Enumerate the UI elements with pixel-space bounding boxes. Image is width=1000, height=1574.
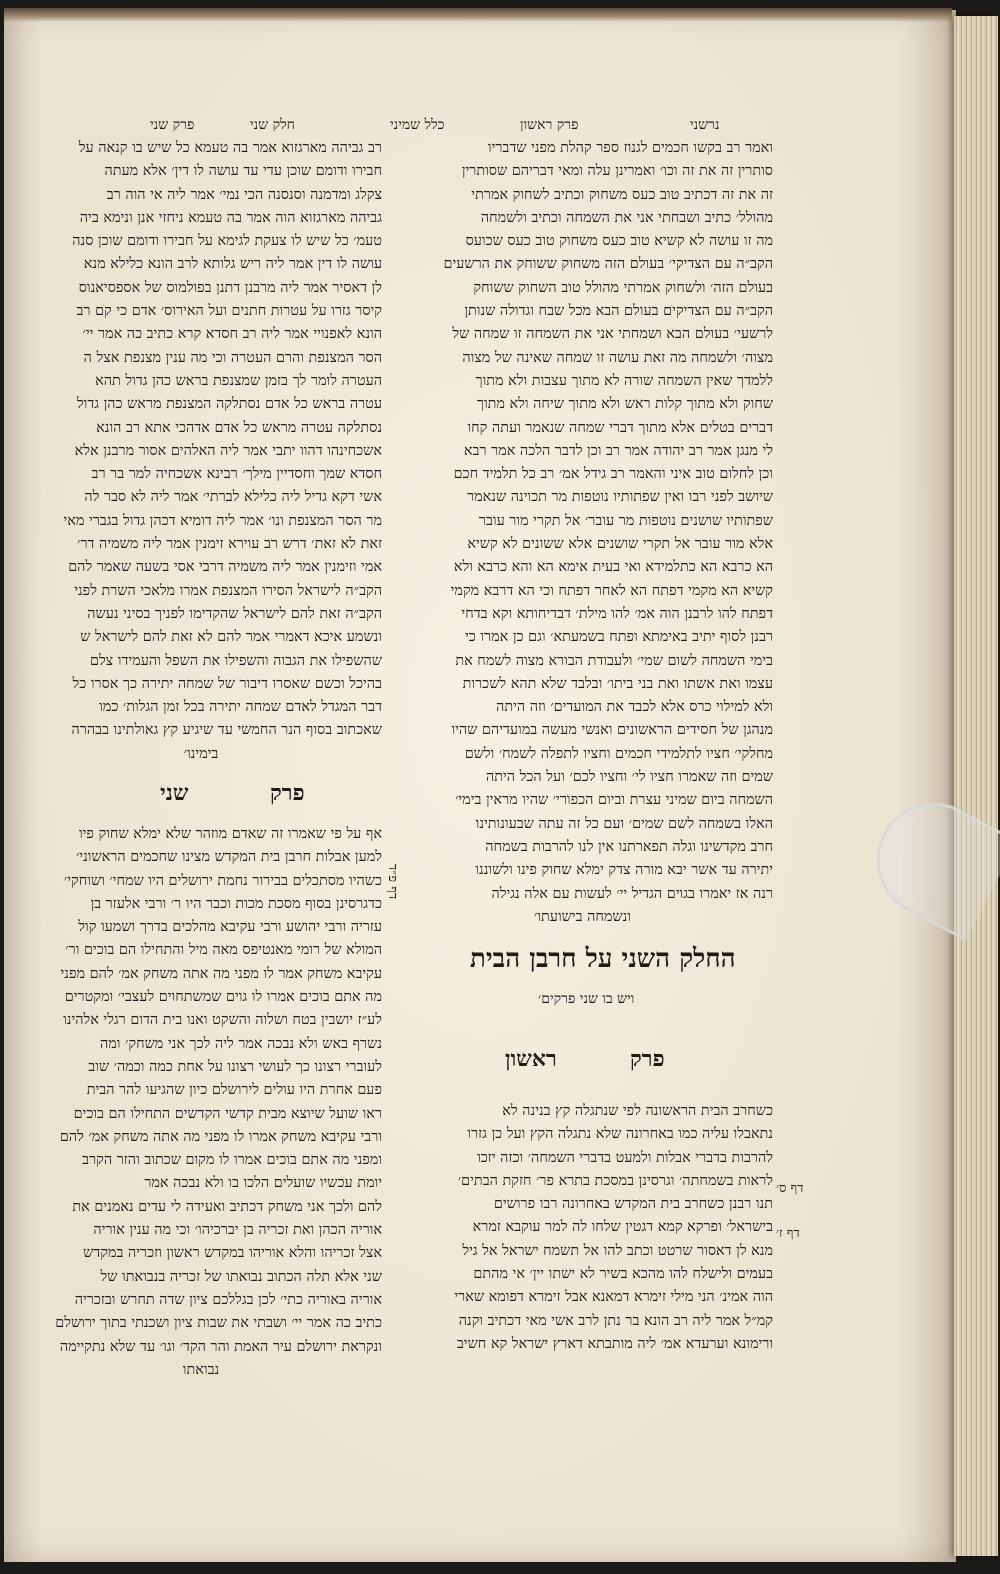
text-line: הקב״ה זאת להם לישראל שהקדימו לפניך בסיני נעשה (87, 605, 382, 622)
text-line: אוריה באוריה כתי׳ לכן בגללכם ציון שדה תחרש ובזכריה (74, 1291, 382, 1308)
text-line: קמ״ל אמר ליה רב הונא בר נתן לרב אשי מאי דכתיב וקנה (458, 1312, 773, 1329)
text-line: ורבי עקיבא משחק אמרו לו מפני מה אתה משחק אמ׳ להם (59, 1128, 382, 1145)
margin-note-left: דף פ״ד (385, 864, 400, 900)
text-line: רב גביהה מארגזוא אמר בה טעמא כל שיש בו קנאה על (78, 140, 382, 156)
text-line: הא כרבא הא כתלמידא ואי בעית אימא הא והא כרבא ולא (453, 559, 773, 576)
text-line: עצמו ואת אשתו ואת בני ביתו׳ ובלבד שלא תהא לשכרות (462, 675, 773, 692)
text-line: גביהה מארגזוא הוה אמר בה טעמא ניחזי אנן ונימא ביה (79, 209, 382, 226)
text-line: דפתח להו לרבנן הוה אמ׳ להו מילת׳ דבדיחותא וקא בדחי (461, 605, 773, 622)
section-subtitle: ויש בו שני פרקים׳ (538, 991, 635, 1007)
text-line: בעולם הזה׳ ולשחוק אמרתי מהולל טוב השחוק ששוחק (473, 279, 773, 296)
text-line: מצוה׳ ולשמחה מה זאת עושה זו שמחה שאינה של מצוה (462, 349, 773, 366)
right-column-lower-text (392, 1100, 773, 1356)
text-line: בימינו׳ (183, 745, 219, 762)
text-line: נבואתו (182, 1361, 220, 1378)
text-line: הקב״ה עם הצדיקים בעולם הבא מכל שבח וגדולה שנותן (464, 303, 773, 320)
text-line: אשי דקא גדיל ליה כלילא לברתי׳ אמר ליה לא סבר לה (84, 489, 382, 506)
text-line: ונשמחה בישועתו׳ (534, 908, 631, 925)
text-line: ואמר רב בקשו חכמים לגנוז ספר קהלת מפני שדבריו (487, 140, 773, 156)
text-line: בהיכל וכשם שאסרו דיבור של שמחה יתירה כך אסרו כל (72, 675, 382, 692)
text-line: הקב״ה עם הצדיקי׳ בעולם הזה משחוק ששוחק את הרשעים (443, 256, 773, 273)
text-line: רבנן לסוף יתיב באימתא ופתח בשמעתא׳ וגם כן אמרו כי (464, 629, 773, 646)
text-line: ונשמע איכא דאמרי אמר להם לא זאת להם לישראל ש (80, 629, 382, 646)
text-line: שיושב לפני רבו ואין שפתותיו נוטפות מר תכוינה שנאמר (467, 489, 773, 506)
book-top-edge (4, 8, 952, 22)
section-title: החלק השני על חרבן הבית (470, 944, 736, 974)
text-line: השמחה ביום שמיני עצרת וביום הכפורי׳ שהיו מראין בימי׳ (455, 792, 773, 809)
header-right-col-top: נרשני (690, 117, 720, 133)
text-line: דבר המגדל לאדם שמחה יתירה בכל זמן הגלות׳ כמו (99, 699, 382, 716)
text-line: האלו בשמחה לשם שמים׳ ועם כל זה עתה שבעונותינו (475, 815, 773, 832)
text-line: ראו שועל שיוצא מבית קדשי הקדשים התחילו הם בוכים (73, 1105, 382, 1122)
right-chapter-heading-word2: ראשון (505, 1046, 557, 1072)
text-line: להם ולכך אני משחק דכתיב ואעידה לי עדים נאמנים את (72, 1198, 382, 1215)
text-line: חסדא שמך וחסדיין מילך׳ רבינא אשכחיה למר בר רב (91, 466, 382, 483)
text-line: עטרה בראש כל אדם נסתלקה המצנפת מראש כהן גדול (76, 396, 382, 413)
left-column-lower-text (20, 823, 382, 1382)
text-line: זה את זה דכתיב טוב כעס משחוק וכתיב לשחוק אמרתי (471, 186, 773, 203)
text-line: חבירו ודומם שוכן עדי עד עושה לו דין׳ אלא מעתה (104, 163, 382, 180)
text-line: קשיא הא מקמי דפתח הא לאחר דפתח וכי הא דרבא מקמי (450, 582, 773, 599)
text-line: כתיב כה אמר יי׳ ושבתי את שבות ציון ושכנתי בתוך ירושלם (55, 1315, 382, 1332)
text-line: פעם אחרת היו עולים לירושלם כיון שהגיעו להר הבית (86, 1082, 382, 1099)
text-line: חרב מקדשינו וגלה תפארתנו אין לנו להרבות בשמחה (485, 838, 773, 855)
text-line: צקלג ומדמנה וסנסנה הכי נמי׳ אמר ליה אי הוה רב (106, 186, 382, 203)
text-line: וכן לחלום טוב איני והאמר רב גידל אמ׳ רב כל תלמיד חכם (453, 466, 773, 483)
text-line: עושה לו דין אמר ליה ריש גלותא לרב הונא כלילא מנא (83, 256, 382, 273)
text-line: למען אבלות חרבן בית המקדש מצינו שחכמים הראשוני׳ (75, 849, 382, 866)
text-line: המולא של רומי מאנטיפס מאה מיל והתחילו הם בוכים ור׳ (65, 942, 382, 959)
text-line: בעמים ולישלח להו מהכא בשיר לא ישתו יין׳ אי מהתם (473, 1266, 773, 1283)
book-page-edges (954, 16, 998, 1556)
text-line: הקב״ה לישראל הסירו המצנפת אמרו מלאכי השרת לפני (74, 582, 382, 599)
text-line: ורימונא וערעדא אמ׳ ליה מותבתא דארץ ישראל קא חשיב (456, 1335, 773, 1352)
text-line: שהשפילו את הגבוה והשפילו את השפל והעמידו צלם (89, 652, 382, 669)
right-column-text (392, 137, 773, 929)
text-line: בישראל׳ ופרקא קמא דגטין שלחו לה למר עוקבא זמרא (472, 1219, 773, 1236)
text-line: יומת עכשיו שועלים הלכו בו ולא נבכה אמר (144, 1175, 382, 1192)
text-line: זאת לא זאת׳ דרש רב עוירא זימנין אמר ליה משמיה דר׳ (77, 536, 382, 553)
text-line: לרשעי׳ בעולם הבא ושמחתי אני את השמחה זו שמחה של (452, 326, 773, 343)
text-line: תנו רבנן כשחרב בית המקדש באחרונה רבו פרושים (493, 1196, 773, 1213)
text-line: הסר המצנפת והרם העטרה וכי מה ענין מצנפת אצל ה (83, 349, 382, 366)
text-line: אצל זכריהו והלא אוריהו במקדש ראשון וזכריה במקדש (83, 1245, 382, 1262)
text-line: רנה אז יאמרו בגוים הגדיל יי׳ לעשות עם אלה נגילה (491, 885, 773, 902)
text-line: הונא לאפנויי אמר ליה רב חסדא קרא כתיב כה אמר יי׳ (82, 326, 382, 343)
text-line: ולא למילוי כרס אלא לכבד את המועדים׳ וזה היתה (496, 699, 773, 716)
text-line: לן דאסיר אמר ליה מרבנן דתנן בפולמוס של אספסיאנוס (78, 279, 382, 296)
text-line: לראות בשמחתה׳ וגרסינן במסכת בתרא פר׳ חזקת הבתים׳ (457, 1172, 773, 1189)
text-line: לע״ז יושבין בטח ושלוה והשקט ואנו בית הדום רגלי אלהינו (63, 1012, 382, 1029)
header-left-col-center: חלק שני (250, 117, 295, 133)
text-line: שאכתוב בסוף הנר החמשי עד שיגיע קץ גאולתינו בבהרה (71, 722, 382, 739)
text-line: מהולל׳ כתיב ושבחתי אני את השמחה וכתיב ולשמחה (480, 209, 773, 226)
text-line: מנא לן דאסור שרטט וכתב להו אל תשמח ישראל אל גיל (462, 1242, 773, 1259)
text-line: אמי וזימנין אמר ליה משמיה דרבי אסי בשעה שאמר להם (68, 559, 382, 576)
margin-note-right-1: דף ס׳ (776, 1181, 804, 1196)
text-line: נשרף באש ולא נבכה אמר ליה לכך אני משחק׳ ומה (100, 1035, 382, 1052)
header-left-col-top: פרק שני (150, 117, 195, 133)
right-chapter-heading-word1: פרק (630, 1046, 665, 1072)
text-line: מר הסר המצנפת ונו׳ אמר ליה דומיא דכהן גדול בגברי מאי (63, 512, 382, 529)
text-line: ומפני מה אתם בוכים אמרו לו מקום שכתוב והזר הקרב (82, 1152, 382, 1169)
margin-note-right-2: דף ז׳ (776, 1226, 800, 1241)
left-chapter-heading-word2: שני (160, 780, 189, 806)
text-line: העטרה לומר לך בזמן שמצנפת בראש כהן גדול תהא (95, 372, 382, 389)
text-line: סותרין זה את זה וכו׳ ואמרינן עלה ומאי דבריהם שסותרין (461, 163, 773, 180)
text-line: אף על פי שאמרו זה שאדם מוזהר שלא ימלא שחוק פיו (78, 826, 382, 842)
left-column-text (20, 137, 382, 766)
text-line: מה זו עושה לא קשיא טוב כעס משחוק טוב כעס שכועס (465, 233, 773, 250)
text-line: מחלקי׳ חציו לתלמידי חכמים וחציו לתפלה לשמח׳ ולשם (464, 745, 773, 762)
text-line: כשהיו מסתכלים בבירור נחמת ירושלים היו שמחי׳ ושוחקי׳ (63, 872, 382, 889)
text-line: טעמ׳ כל שיש לו צעקת לגימא על חבירו ודומם שוכן סנה (72, 233, 382, 250)
text-line: מנהגן של חסידים הראשונים ואנשי מעשה במועדיהם שהיו (451, 722, 773, 739)
text-line: מה אתם בוכים אמרו לו גוים שמשתחוים לעצבי׳ ומקטרים (64, 989, 382, 1006)
text-line: לי מנגן אמר רב יהודה אמר רב וכן לדבר הלכה אמר רבא (463, 442, 773, 459)
text-line: שני אלא תלה הכתוב נבואתו של זכריה בנבואתו של (100, 1268, 382, 1285)
text-line: בימי השמחה לשום שמי׳ ולעבודת הבורא מצוה לשמח את (455, 652, 773, 669)
text-line: יתירה עד אשר יבא מורה צדק ימלא שחוק פינו ולשוננו (475, 862, 773, 879)
header-center-title: כלל שמיני (390, 117, 445, 133)
text-line: קיסר גזרו על עטרות חתנים ועל האירוס׳ אדם כי קם רב (76, 303, 382, 320)
text-line: אשכחינהו דהוו יתבי אמר ליה האלהים אסור מרבנן אלא (74, 442, 382, 459)
text-line: ללמדך שאין השמחה שורה לא מתוך עצבות ולא מתוך (475, 372, 773, 389)
text-line: שחוק ולא מתוך קלות ראש ולא מתוך שיחה ולא מתוך (476, 396, 773, 413)
text-line: עקיבא משחק אמר לו מפני מה אתה משחק אמ׳ להם מפני (60, 965, 382, 982)
text-line: ונקראת ירושלם עיר האמת והר הקד׳ וגו׳ עד שלא נתקיימה (59, 1338, 382, 1355)
text-line: שפתותיו שושנים נוטפות מר עובר׳ אל תקרי מור עובר (478, 512, 773, 529)
text-line: נסתלקה עטרה מראש כל אדם אדהכי אתא רב הונא (96, 419, 382, 436)
text-line: דברים בטלים אלא מתוך דברי שמחה שנאמר ועתה קחו (467, 419, 773, 436)
header-right-col-center: פרק ראשון (520, 117, 579, 133)
left-chapter-heading-word1: פרק (270, 780, 305, 806)
text-line: הוה אמינ׳ הני מילי זימרא דמאנא אבל זימרא דפומא שארי (454, 1289, 773, 1306)
text-line: אלא מור עובר אל תקרי שושנים אלא ששונים לא קשיא (467, 536, 773, 553)
text-line: כדגרסינן בסוף מסכת מכות וכבר היו ר׳ ורבי אלעזר בן (90, 895, 382, 912)
text-line: אוריה הכהן ואת זכריה בן יברכיהו׳ וכי מה ענין אוריה (93, 1222, 382, 1239)
text-line: לעוברי רצונו כך לעושי רצונו על אחת כמה וכמה׳ שוב (88, 1058, 382, 1075)
text-line: שמים וזה שאמרו חציו לי׳ וחציו לכם׳ ועל הכל היתה (485, 769, 773, 786)
text-line: להרבות בדברי אבלות ולמעט בדברי השמחה׳ וכזה יזכו (477, 1149, 773, 1166)
text-line: נתאבלו עליה כמו באחרונה שלא נתגלה הקץ ועל כן גזרו (467, 1126, 773, 1143)
text-line: עזריה ורבי יהושע ורבי עקיבא מהלכים בדרך ושמעו קול (78, 919, 382, 936)
text-line: כשחרב הבית הראשונה לפי שנתגלה קץ בנינה לא (502, 1103, 773, 1119)
